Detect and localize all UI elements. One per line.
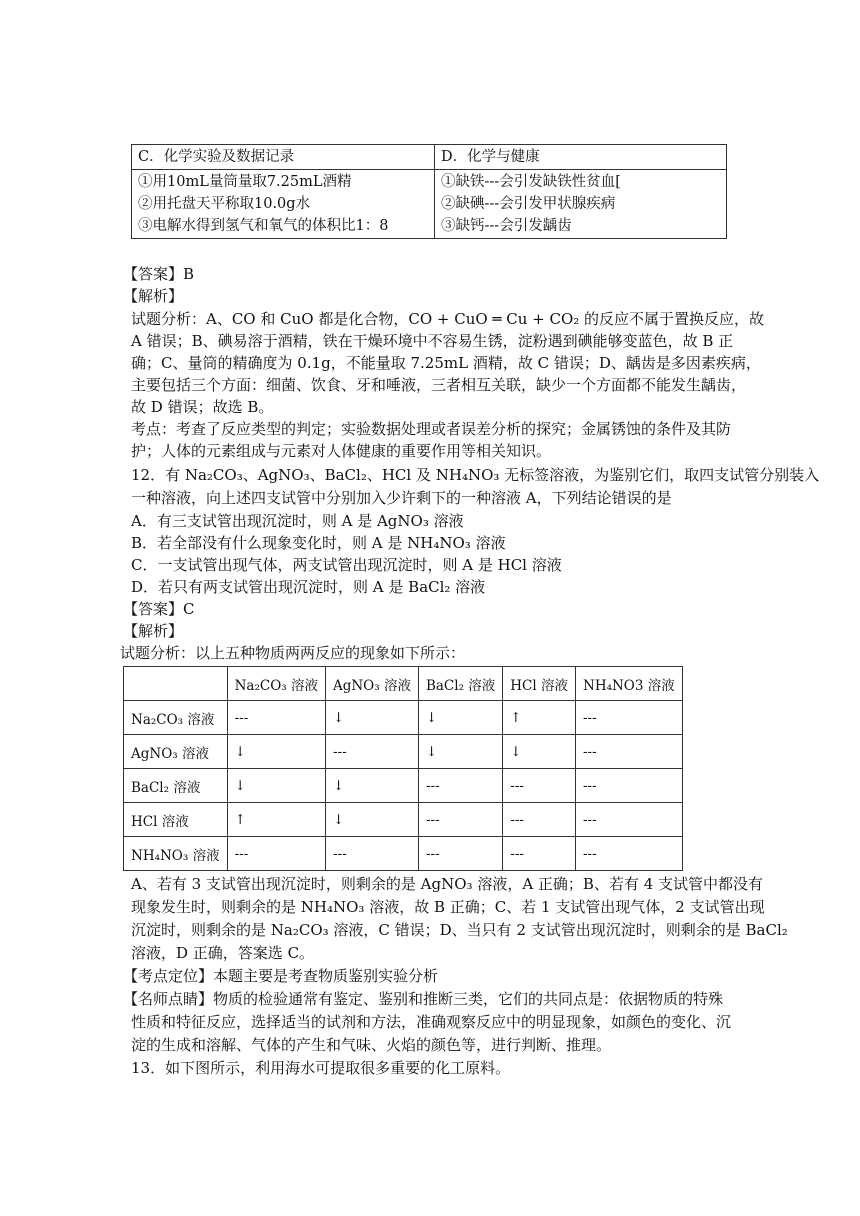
q11-analysis-line: 主要包括三个方面：细菌、饮食、牙和唾液，三者相互关联，缺少一个方面都不能发生龋齿， <box>131 376 747 394</box>
option-c-body <box>132 170 435 239</box>
reaction-table-cell: --- <box>576 803 683 837</box>
reaction-table-cell: --- <box>418 803 502 837</box>
reaction-table-header-cell: Na₂CO₃ 溶液 <box>227 667 325 701</box>
q11-analysis-line: 确；C、量筒的精确度为 0.1g，不能量取 7.25mL 酒精，故 C 错误；D、龋齿是多因素疾病， <box>131 354 761 372</box>
reaction-table-header-cell <box>124 667 228 701</box>
reaction-table-cell: --- <box>325 837 418 871</box>
option-c-item: ①用10mL量筒量取7.25mL酒精 <box>138 174 352 190</box>
reaction-table-row-label: Na₂CO₃ 溶液 <box>124 701 228 735</box>
option-d-body <box>435 170 727 239</box>
reaction-table-cell: --- <box>227 701 325 735</box>
reaction-table-row <box>124 837 683 871</box>
reaction-table-cell: ↓ <box>227 769 325 803</box>
reaction-table-cell: --- <box>576 701 683 735</box>
reaction-table-cell: --- <box>576 735 683 769</box>
reaction-table-cell: ↓ <box>503 735 576 769</box>
reaction-table-cell: --- <box>418 769 502 803</box>
option-d-item: ①缺铁---会引发缺铁性贫血[ <box>441 174 621 190</box>
option-c-item: ③电解水得到氢气和氧气的体积比1：8 <box>138 218 389 234</box>
reaction-table-cell: --- <box>325 735 418 769</box>
q12-stem-line: 一种溶液，向上述四支试管中分别加入少许剩下的一种溶液 A，下列结论错误的是 <box>131 489 672 507</box>
reaction-table-cell: ↑ <box>503 701 576 735</box>
q12-kaodian: 【考点定位】本题主要是考查物质鉴别实验分析 <box>123 967 439 985</box>
reaction-table-cell: ↑ <box>227 803 325 837</box>
q12-mingshi-line: 【名师点睛】物质的检验通常有鉴定、鉴别和推断三类，它们的共同点是：依据物质的特殊 <box>123 990 724 1008</box>
reaction-table-header-cell: AgNO₃ 溶液 <box>325 667 418 701</box>
q11-analysis-line: A 错误；B、碘易溶于酒精，铁在干燥环境中不容易生锈，淀粉遇到碘能够变蓝色，故 B 正 <box>131 332 734 350</box>
option-c-item: ②用托盘天平称取10.0g水 <box>138 196 311 212</box>
option-d-item: ③缺钙---会引发龋齿 <box>441 218 572 234</box>
q12-analysis-intro: 试题分析：以上五种物质两两反应的现象如下所示： <box>120 644 466 662</box>
q11-analysis-line: 试题分析：A、CO 和 CuO 都是化合物，CO + CuO ═ Cu + CO₂ 的反应不属于置换反应，故 <box>131 310 765 328</box>
reaction-table-header-cell: HCl 溶液 <box>503 667 576 701</box>
reaction-table-row-label: NH₄NO₃ 溶液 <box>124 837 228 871</box>
reaction-table-header-cell: NH₄NO3 溶液 <box>576 667 683 701</box>
reaction-table-header-cell: BaCl₂ 溶液 <box>418 667 502 701</box>
reaction-table-cell: --- <box>418 837 502 871</box>
reaction-table-row-label: AgNO₃ 溶液 <box>124 735 228 769</box>
option-d-item: ②缺碘---会引发甲状腺疾病 <box>441 196 616 212</box>
reaction-table-cell: --- <box>503 769 576 803</box>
option-d-header: D．化学与健康 <box>435 145 727 170</box>
q12-explain-line: A、若有 3 支试管出现沉淀时，则剩余的是 AgNO₃ 溶液，A 正确；B、若有 4 支试管中都没有 <box>131 875 764 893</box>
options-table <box>131 144 727 239</box>
reaction-table-cell: --- <box>576 769 683 803</box>
q12-option-c: C．一支试管出现气体，两支试管出现沉淀时，则 A 是 HCl 溶液 <box>131 556 562 574</box>
q12-analysis-label: 【解析】 <box>123 622 184 640</box>
q12-explain-line: 沉淀时，则剩余的是 Na₂CO₃ 溶液，C 错误；D、当只有 2 支试管出现沉淀时，则剩余的是 BaCl₂ <box>131 921 788 939</box>
q12-mingshi-line: 淀的生成和溶解、气体的产生和气味、火焰的颜色等，进行判断、推理。 <box>131 1036 612 1054</box>
reaction-table <box>123 666 683 871</box>
q11-kaodian-line: 考点：考查了反应类型的判定；实验数据处理或者误差分析的探究；金属锈蚀的条件及其防 <box>131 420 732 438</box>
reaction-table-cell: --- <box>227 837 325 871</box>
q12-mingshi-line: 性质和特征反应，选择适当的试剂和方法，准确观察反应中的明显现象，如颜色的变化、沉 <box>131 1013 732 1031</box>
reaction-table-row <box>124 735 683 769</box>
reaction-table-cell: ↓ <box>418 701 502 735</box>
reaction-table-row <box>124 701 683 735</box>
q11-answer: 【答案】B <box>123 265 195 283</box>
q12-explain-line: 现象发生时，则剩余的是 NH₄NO₃ 溶液，故 B 正确；C、若 1 支试管出现气体，2 支试管出现 <box>131 898 765 916</box>
reaction-table-row-label: BaCl₂ 溶液 <box>124 769 228 803</box>
q12-option-b: B．若全部没有什么现象变化时，则 A 是 NH₄NO₃ 溶液 <box>131 534 506 552</box>
q13-stem: 13．如下图所示，利用海水可提取很多重要的化工原料。 <box>131 1059 511 1077</box>
reaction-table-cell: ↓ <box>325 701 418 735</box>
q12-explain-line: 溶液，D 正确，答案选 C。 <box>131 944 315 962</box>
reaction-table-row <box>124 803 683 837</box>
reaction-table-cell: ↓ <box>418 735 502 769</box>
reaction-table-cell: ↓ <box>325 769 418 803</box>
reaction-table-header-row <box>124 667 683 701</box>
reaction-table-row <box>124 769 683 803</box>
q12-option-a: A．有三支试管出现沉淀时，则 A 是 AgNO₃ 溶液 <box>131 512 464 530</box>
reaction-table-row-label: HCl 溶液 <box>124 803 228 837</box>
reaction-table-cell: ↓ <box>227 735 325 769</box>
option-c-header: C．化学实验及数据记录 <box>132 145 435 170</box>
reaction-table-cell: --- <box>576 837 683 871</box>
reaction-table-cell: --- <box>503 803 576 837</box>
reaction-table-cell: --- <box>503 837 576 871</box>
q12-stem-line: 12．有 Na₂CO₃、AgNO₃、BaCl₂、HCl 及 NH₄NO₃ 无标签溶液，为鉴别它们，取四支试管分别装入 <box>131 466 820 484</box>
q12-answer: 【答案】C <box>123 600 195 618</box>
reaction-table-cell: ↓ <box>325 803 418 837</box>
q12-option-d: D．若只有两支试管出现沉淀时，则 A 是 BaCl₂ 溶液 <box>131 578 486 596</box>
q11-kaodian-line: 护；人体的元素组成与元素对人体健康的重要作用等相关知识。 <box>131 442 552 460</box>
q11-analysis-line: 故 D 错误；故选 B。 <box>131 398 274 416</box>
q11-analysis-label: 【解析】 <box>123 287 184 305</box>
